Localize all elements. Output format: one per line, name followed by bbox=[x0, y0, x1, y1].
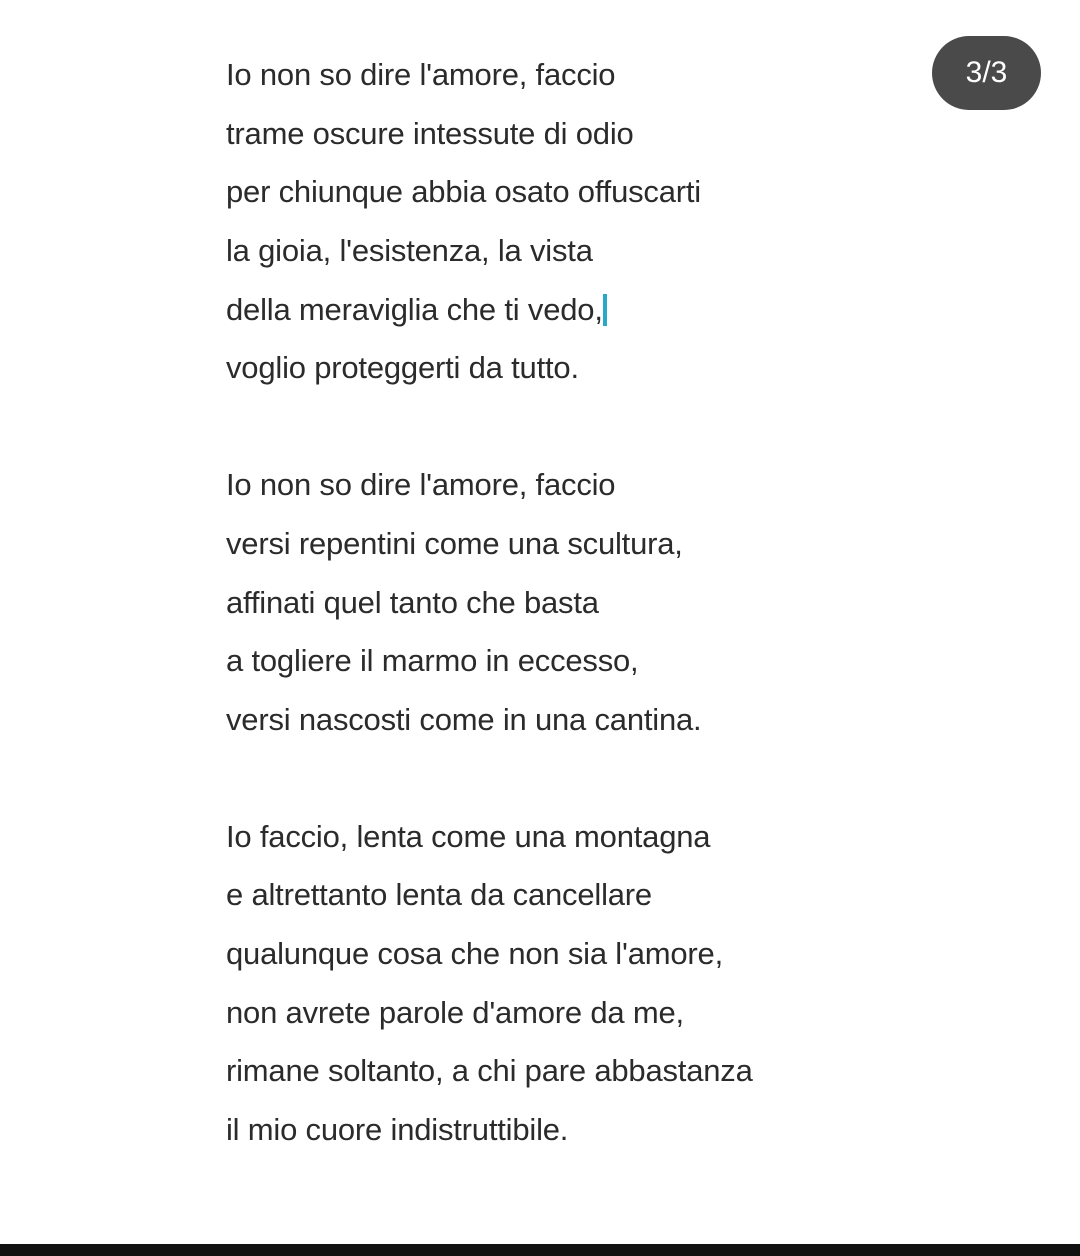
text-cursor bbox=[603, 294, 607, 326]
bottom-navigation-bar bbox=[0, 1244, 1080, 1256]
poem-line: Io non so dire l'amore, faccio bbox=[226, 467, 616, 503]
poem-line: il mio cuore indistruttibile. bbox=[226, 1112, 569, 1147]
stanza-3 bbox=[226, 808, 926, 1160]
poem-line: della meraviglia che ti vedo, bbox=[226, 291, 603, 327]
poem-line: voglio proteggerti da tutto. bbox=[226, 350, 579, 386]
page-indicator-badge: 3/3 bbox=[932, 36, 1041, 110]
poem-line: a togliere il marmo in eccesso, bbox=[226, 643, 639, 679]
poem-line: rimane soltanto, a chi pare abbastanza bbox=[226, 1053, 753, 1089]
poem-line: la gioia, l'esistenza, la vista bbox=[226, 233, 593, 269]
poem-line: non avrete parole d'amore da me, bbox=[226, 994, 684, 1030]
poem-line: qualunque cosa che non sia l'amore, bbox=[226, 935, 723, 971]
poem-line: versi nascosti come in una cantina. bbox=[226, 701, 702, 737]
poem-line: affinati quel tanto che basta bbox=[226, 584, 599, 620]
poem-line: per chiunque abbia osato offuscarti bbox=[226, 174, 701, 210]
poem-line-with-cursor bbox=[226, 281, 926, 340]
poem-line: e altrettanto lenta da cancellare bbox=[226, 877, 652, 913]
poem-line: Io non so dire l'amore, faccio bbox=[226, 57, 616, 92]
poem-text[interactable] bbox=[226, 46, 926, 1218]
poem-line: Io faccio, lenta come una montagna bbox=[226, 818, 711, 854]
poem-line: versi repentini come una scultura, bbox=[226, 525, 683, 561]
stanza-2 bbox=[226, 456, 926, 749]
poem-line: trame oscure intessute di odio bbox=[226, 115, 634, 151]
stanza-1 bbox=[226, 46, 926, 398]
